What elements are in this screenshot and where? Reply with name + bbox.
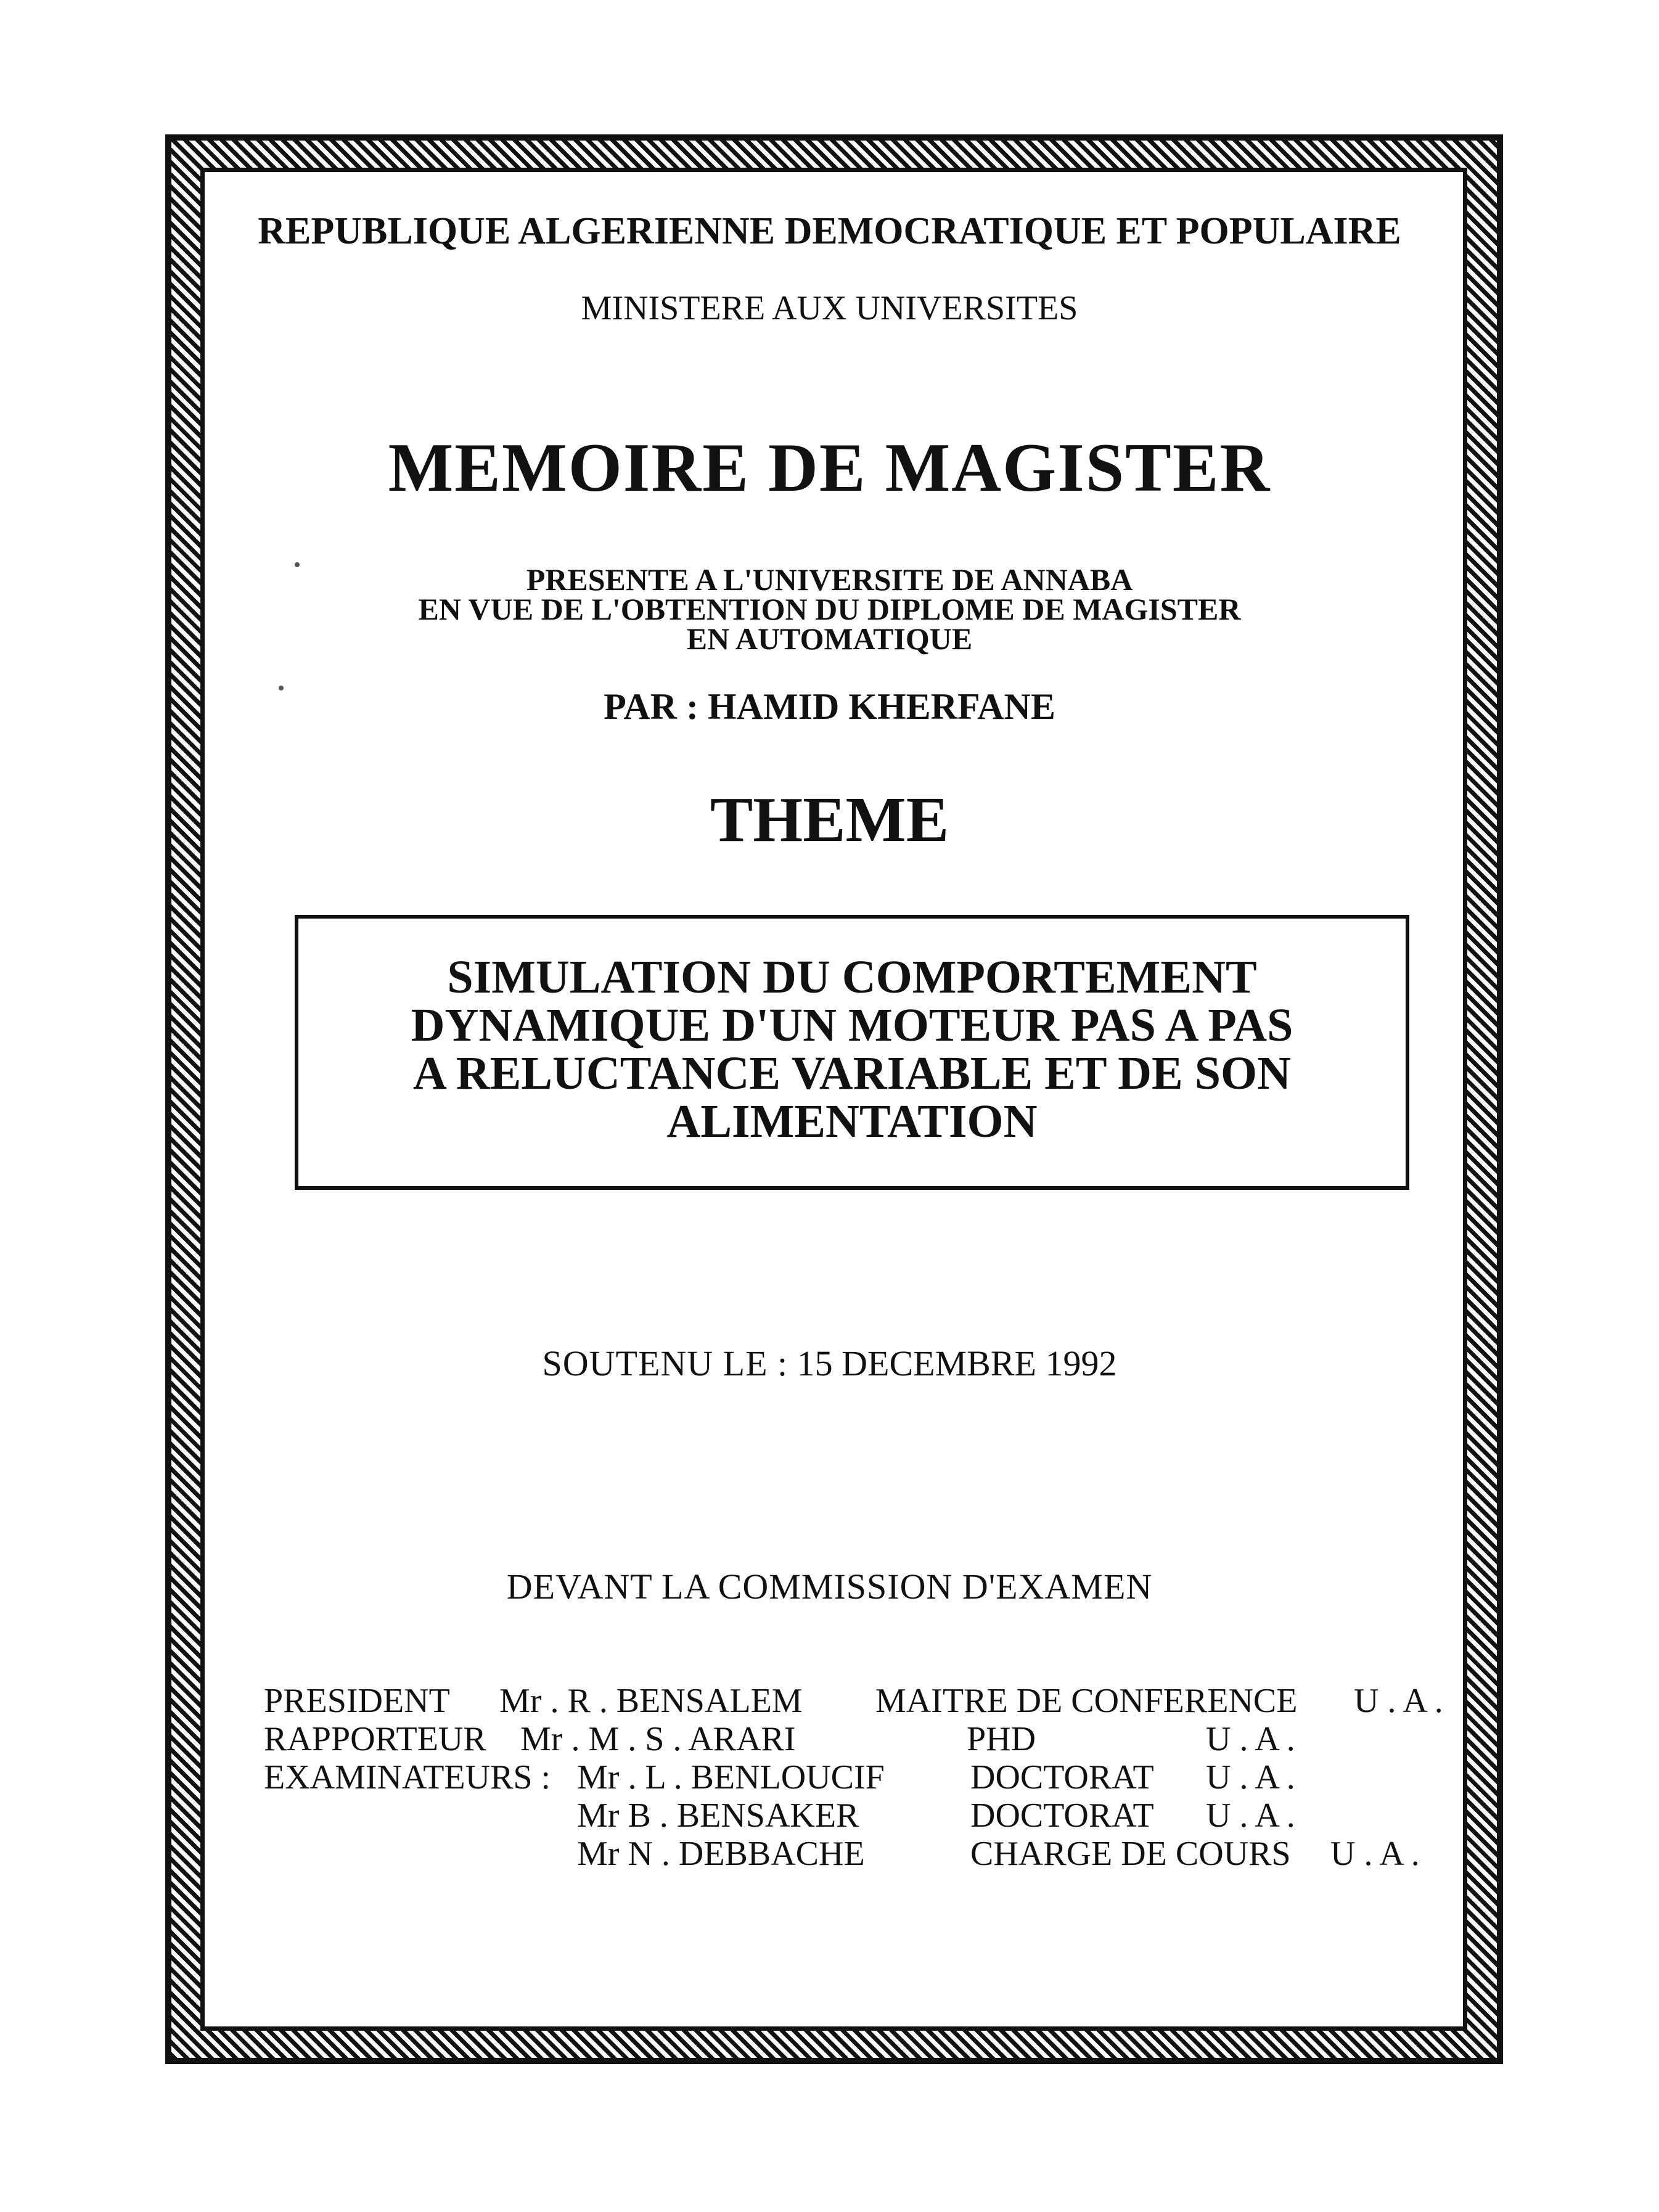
jury-name: Mr B . BENSAKER — [577, 1796, 859, 1835]
republic-heading: REPUBLIQUE ALGERIENNE DEMOCRATIQUE ET POPULAIRE — [258, 210, 1401, 252]
scan-speck — [295, 562, 300, 567]
jury-name: Mr . L . BENLOUCIF — [577, 1758, 885, 1796]
defense-date: 15 DECEMBRE 1992 — [797, 1343, 1117, 1383]
jury-title: CHARGE DE COURS — [970, 1835, 1291, 1873]
theme-title-line-2: DYNAMIQUE D'UN MOTEUR PAS A PAS — [411, 999, 1293, 1051]
jury-institution: U . A . — [1330, 1835, 1420, 1873]
jury-role: RAPPORTEUR — [264, 1720, 486, 1758]
theme-title-line-1: SIMULATION DU COMPORTEMENT — [447, 951, 1257, 1003]
jury-institution: U . A . — [1206, 1758, 1295, 1796]
jury-institution: U . A . — [1206, 1720, 1295, 1758]
jury-institution: U . A . — [1206, 1796, 1295, 1835]
jury-title: PHD — [967, 1720, 1036, 1758]
presented-line-2: EN VUE DE L'OBTENTION DU DIPLOME DE MAGISTER — [418, 592, 1241, 626]
commission-heading: DEVANT LA COMMISSION D'EXAMEN — [506, 1567, 1153, 1607]
defense-date-line — [0, 1343, 1659, 1384]
theme-label: THEME — [710, 784, 949, 855]
presented-line-1: PRESENTE A L'UNIVERSITE DE ANNABA — [526, 562, 1133, 597]
jury-role: EXAMINATEURS : — [264, 1758, 551, 1796]
jury-name: Mr . M . S . ARARI — [520, 1720, 796, 1758]
ministry-heading: MINISTERE AUX UNIVERSITES — [581, 289, 1078, 327]
jury-title: DOCTORAT — [970, 1758, 1154, 1796]
scan-speck — [279, 686, 284, 690]
jury-title: DOCTORAT — [970, 1796, 1154, 1835]
jury-role: PRESIDENT — [264, 1682, 450, 1720]
presented-line-3: EN AUTOMATIQUE — [686, 621, 973, 656]
jury-name: Mr . R . BENSALEM — [499, 1682, 803, 1720]
theme-title-line-4: ALIMENTATION — [666, 1096, 1038, 1147]
theme-title-box — [295, 915, 1409, 1190]
jury-institution: U . A . — [1354, 1682, 1443, 1720]
author-line: PAR : HAMID KHERFANE — [604, 686, 1055, 727]
document-type-title: MEMOIRE DE MAGISTER — [388, 430, 1271, 506]
jury-title: MAITRE DE CONFERENCE — [875, 1682, 1298, 1720]
defense-label: SOUTENU LE : — [542, 1343, 789, 1383]
jury-name: Mr N . DEBBACHE — [577, 1835, 865, 1873]
theme-title-line-3: A RELUCTANCE VARIABLE ET DE SON — [413, 1047, 1291, 1099]
